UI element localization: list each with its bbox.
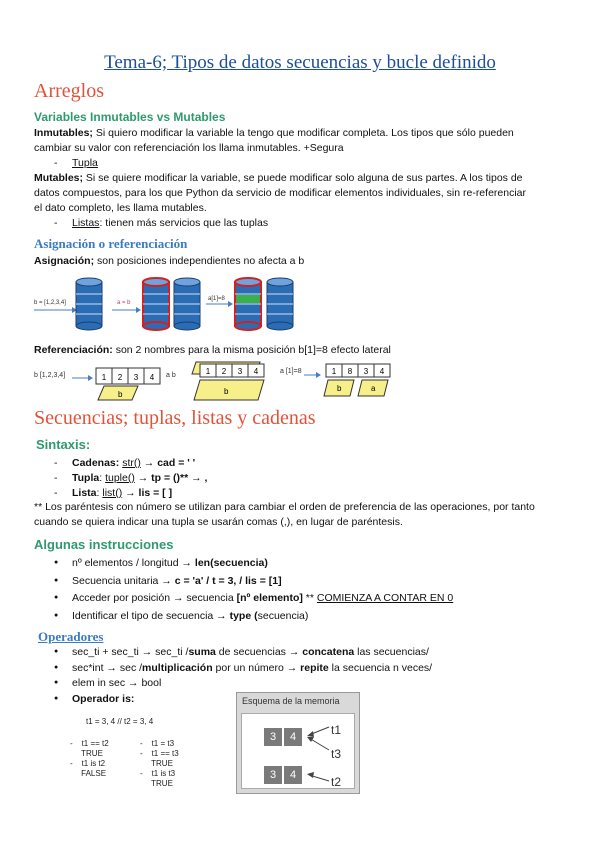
op-suma-b: suma bbox=[188, 646, 216, 658]
section-heading-secuencias: Secuencias; tuplas, listas y cadenas bbox=[34, 407, 316, 429]
is-col1-l1: TRUE bbox=[81, 749, 103, 758]
op-item-in bbox=[72, 677, 161, 689]
instr-len-text: nº elementos / longitud → bbox=[72, 557, 195, 569]
fig2-c1-2: 3 bbox=[133, 373, 139, 382]
subheading-operadores: Operadores bbox=[38, 629, 104, 644]
fig2-ab: a b bbox=[166, 372, 176, 379]
instr-unit-code: c = 'a' / t = 3, / lis = [1] bbox=[174, 575, 282, 587]
sintaxis-lista: - Lista: list() → lis = [ ] bbox=[72, 487, 172, 499]
page-title: Tema-6; Tipos de datos secuencias y bucle definido bbox=[104, 52, 496, 73]
instr-pos-code: [nº elemento] bbox=[236, 592, 303, 604]
referenciacion-line bbox=[34, 344, 391, 356]
mem-label-t1: t1 bbox=[331, 723, 342, 737]
op-is-label: Operador is: bbox=[72, 693, 135, 705]
op-mult-d: repite bbox=[300, 662, 329, 674]
op-suma-d: concatena bbox=[302, 646, 355, 658]
is-col2-l0: - t1 = t3 bbox=[140, 739, 175, 748]
op-mult-c: por un número → bbox=[212, 662, 301, 674]
cylinder-b-3 bbox=[267, 278, 293, 330]
listas-text: : tienen más servicios que las tuplas bbox=[99, 217, 269, 229]
tupla-label: Tupla bbox=[72, 157, 98, 169]
is-col2-l2: TRUE bbox=[151, 759, 173, 768]
cylinder-a-modified bbox=[235, 278, 261, 330]
instr-item-posicion bbox=[72, 592, 453, 604]
paragraph-mutables bbox=[34, 171, 584, 216]
tupla-rest: → tp = ()** → , bbox=[134, 472, 208, 484]
fig2-c1-0: 1 bbox=[101, 373, 107, 382]
inmutables-label: Inmutables; bbox=[34, 127, 93, 139]
fig2-c1-1: 2 bbox=[117, 373, 123, 382]
op-item-is bbox=[72, 693, 134, 705]
box-list-1 bbox=[96, 368, 160, 400]
note-line-1: ** Los paréntesis con número se utilizan para cambiar el orden de preferencia de las operaciones, por tanto bbox=[34, 501, 535, 513]
op-mult-e: la secuencia n veces/ bbox=[328, 662, 433, 674]
op-item-suma bbox=[72, 646, 429, 658]
lista-label: Lista bbox=[72, 487, 97, 499]
instr-pos-text: Acceder por posición → secuencia bbox=[72, 592, 237, 604]
listas-label: Listas bbox=[72, 217, 100, 229]
mutables-text-3: el dato completo, les llama mutables. bbox=[34, 202, 207, 214]
cylinder-b bbox=[76, 278, 102, 330]
instr-item-type bbox=[72, 610, 308, 622]
is-col1 bbox=[70, 739, 109, 779]
cadenas-fn: str() bbox=[122, 457, 141, 469]
instr-item-len bbox=[72, 557, 268, 569]
fig2-a3-label: a bbox=[371, 384, 376, 393]
mem-label-t2: t2 bbox=[331, 775, 342, 789]
memory-title: Esquema de la memoria bbox=[242, 696, 340, 706]
mem-label-t3: t3 bbox=[331, 747, 342, 761]
parentesis-note bbox=[34, 500, 594, 530]
inmutables-text: Si quiero modificar la variable la tengo que modificar completa. Los tipos que sólo pueden bbox=[92, 127, 514, 139]
mem-bot-cell-1: 4 bbox=[283, 765, 303, 785]
referenciacion-text: son 2 nombres para la misma posición b[1]=8 efecto lateral bbox=[112, 344, 391, 356]
is-col2 bbox=[140, 739, 179, 789]
sintaxis-cadenas bbox=[72, 457, 195, 469]
fig2-c2-1: 2 bbox=[221, 367, 227, 376]
op-suma-c: de secuencias → bbox=[215, 646, 303, 658]
box-list-3 bbox=[324, 364, 390, 396]
op-mult-b: multiplicación bbox=[142, 662, 213, 674]
lista-fn: list() bbox=[102, 487, 123, 499]
lista-rest: → lis = [ ] bbox=[122, 487, 173, 499]
fig2-c2-2: 3 bbox=[237, 367, 243, 376]
mutables-label: Mutables; bbox=[34, 172, 84, 184]
op-suma-a: sec_ti + sec_ti → sec_ti / bbox=[72, 646, 189, 658]
fig1-a1: a[1]=8 bbox=[208, 296, 225, 302]
fig1-b-eq: b = [1,2,3,4] bbox=[34, 300, 66, 306]
op-in-text: elem in sec → bool bbox=[72, 677, 162, 689]
inmutables-text-2: cambiar su valor con referenciación los llama inmutables. +Segura bbox=[34, 142, 344, 154]
fig2-c1-3: 4 bbox=[149, 373, 155, 382]
subheading-sintaxis: Sintaxis: bbox=[36, 437, 91, 452]
asignacion-diagram bbox=[32, 274, 302, 334]
fig2-b-eq: b [1,2,3,4] bbox=[34, 372, 66, 379]
mem-top-cell-1: 4 bbox=[283, 727, 303, 747]
list-item-listas bbox=[72, 217, 268, 229]
is-col2-l1: - t1 == t3 bbox=[140, 749, 179, 758]
fig2-c2-3: 4 bbox=[253, 367, 259, 376]
op-mult-a: sec*int → sec / bbox=[72, 662, 143, 674]
op-item-mult bbox=[72, 662, 432, 674]
list-item-tupla bbox=[72, 157, 98, 169]
tupla-fn: tuple() bbox=[105, 472, 135, 484]
referenciacion-label: Referenciación: bbox=[34, 344, 113, 356]
fig2-b-label: b bbox=[118, 390, 123, 399]
mem-top-cell-0: 3 bbox=[263, 727, 283, 747]
fig2-c3-2: 3 bbox=[363, 367, 369, 376]
fig2-c3-0: 1 bbox=[331, 367, 337, 376]
cylinder-a-red bbox=[143, 278, 169, 330]
paragraph-inmutables bbox=[34, 126, 574, 156]
mutables-text: Si se quiere modificar la variable, se puede modificar solo alguna de sus partes. A los tipos de bbox=[83, 172, 523, 184]
note-line-2: cuando se quiera indicar una tupla se usarán comas (,), en lugar de paréntesis. bbox=[34, 516, 403, 528]
cylinder-b-2 bbox=[174, 278, 200, 330]
mutables-text-2: datos compuestos, para los que Python da servicio de modificar elementos individuales, sin re-referenciar bbox=[34, 187, 527, 199]
fig1-a-eq: a = b bbox=[117, 300, 131, 306]
sintaxis-tupla: - Tupla: tuple() → tp = ()** → , bbox=[72, 472, 207, 484]
op-suma-e: las secuencias/ bbox=[354, 646, 429, 658]
cadenas-rest: → cad = ' ' bbox=[140, 457, 196, 469]
subheading-asignacion: Asignación o referenciación bbox=[34, 236, 188, 251]
comienza-note: COMIENZA A CONTAR EN 0 bbox=[316, 592, 454, 604]
is-col2-l4: TRUE bbox=[151, 779, 173, 788]
instr-type-fn: type ( bbox=[229, 610, 258, 622]
fig2-c3-1: 8 bbox=[347, 367, 353, 376]
asignacion-text: son posiciones independientes no afecta a b bbox=[94, 255, 305, 267]
fig2-b2-label: b bbox=[224, 387, 229, 396]
is-col2-l3: - t1 is t3 bbox=[140, 769, 176, 778]
fig2-c3-3: 4 bbox=[379, 367, 385, 376]
referenciacion-diagram bbox=[32, 360, 422, 404]
instr-type-text: Identificar el tipo de secuencia → bbox=[72, 610, 230, 622]
subheading-mutables: Variables Inmutables vs Mutables bbox=[34, 110, 226, 124]
fig2-b3-label: b bbox=[337, 384, 342, 393]
instr-unit-text: Secuencia unitaria → bbox=[72, 575, 175, 587]
subheading-instrucciones: Algunas instrucciones bbox=[34, 537, 174, 552]
instr-type-arg: secuencia) bbox=[257, 610, 309, 622]
is-definitions: t1 = 3, 4 // t2 = 3, 4 bbox=[86, 717, 154, 726]
fig2-a1: a [1]=8 bbox=[280, 368, 302, 375]
tupla-syntax-label: Tupla bbox=[72, 472, 100, 484]
asignacion-label: Asignación; bbox=[34, 255, 95, 267]
asignacion-line bbox=[34, 255, 304, 267]
instr-len-fn: len bbox=[194, 557, 211, 569]
box-list-2 bbox=[192, 362, 264, 400]
instr-pos-note: ** bbox=[302, 592, 317, 604]
instr-item-unitaria bbox=[72, 575, 282, 587]
section-heading-arreglos: Arreglos bbox=[34, 80, 104, 102]
cadenas-label: Cadenas: bbox=[72, 457, 120, 469]
is-col1-l2: - t1 is t2 bbox=[70, 759, 106, 768]
memory-diagram bbox=[236, 692, 360, 794]
instr-len-arg: (secuencia) bbox=[210, 557, 268, 569]
mem-bot-cell-0: 3 bbox=[263, 765, 283, 785]
is-col1-l0: - t1 == t2 bbox=[70, 739, 109, 748]
fig2-c2-0: 1 bbox=[205, 367, 211, 376]
is-col1-l3: FALSE bbox=[81, 769, 107, 778]
